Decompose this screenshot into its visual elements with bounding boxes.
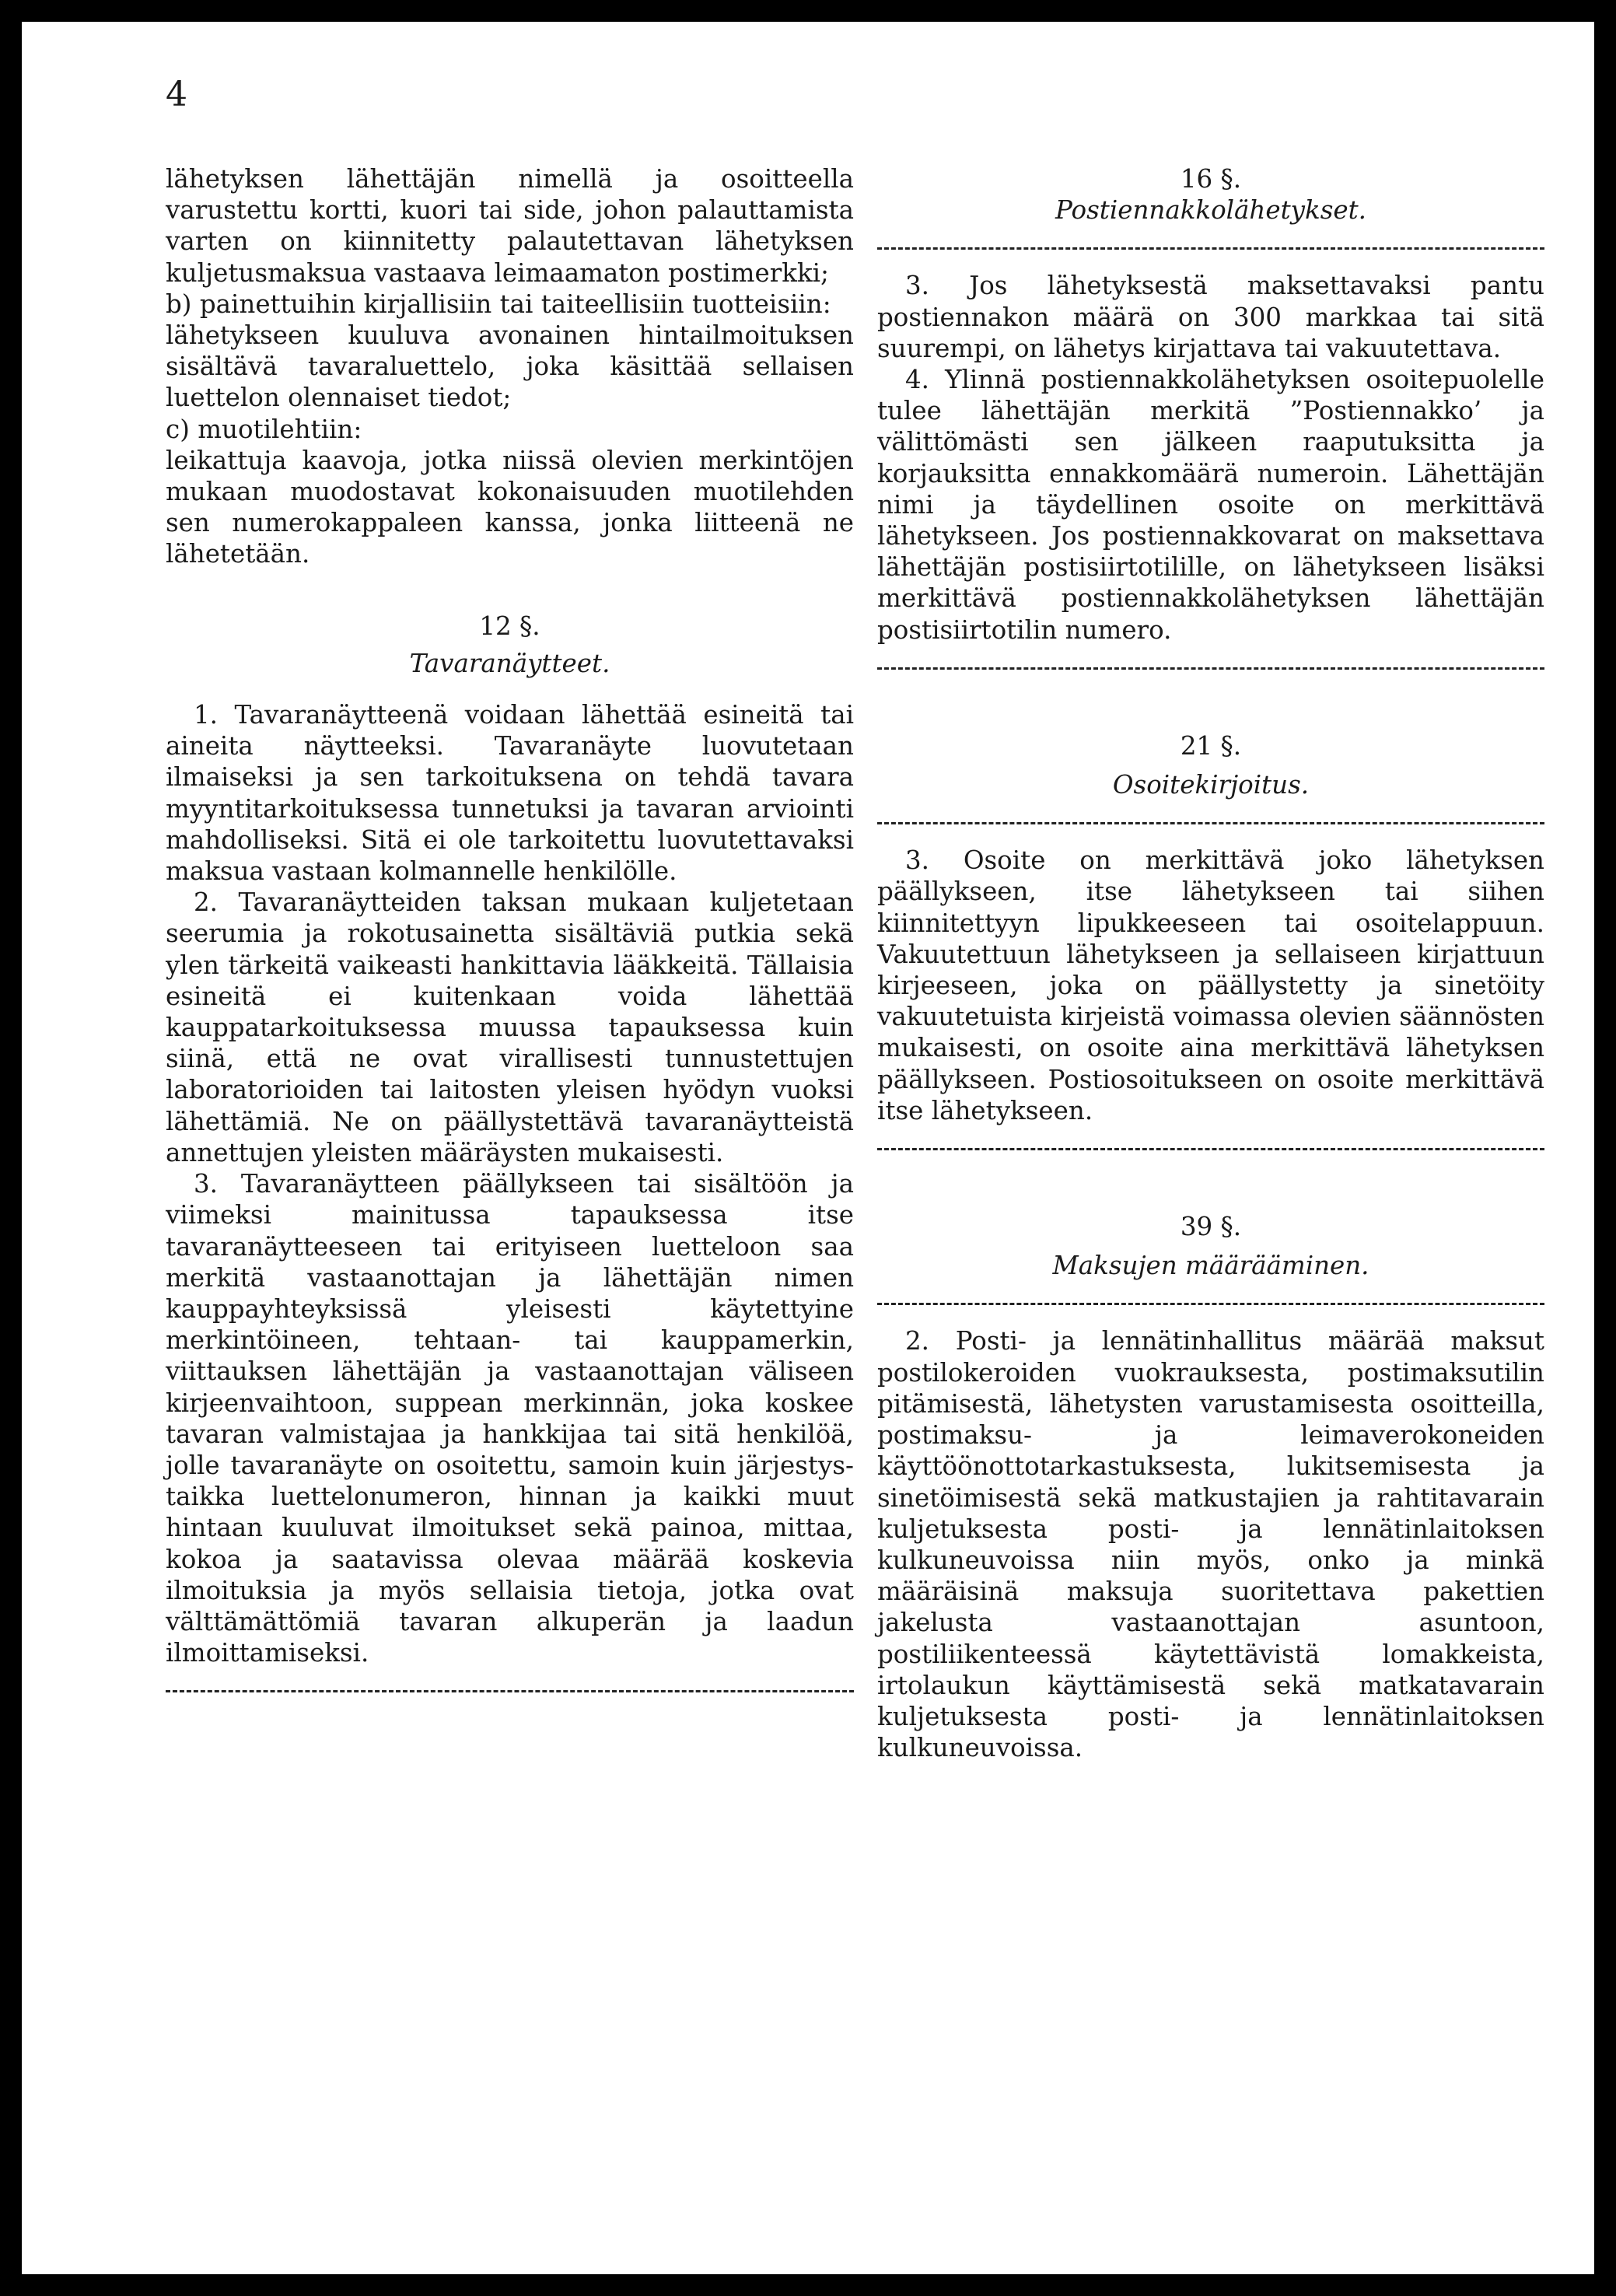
paragraph: 4. Ylinnä postiennakkolähetyksen osoitepuolelle tulee lähettäjän merkitä ”Postiennakko’ ja välittömästi sen jälkeen raaputuksitta ja korjauksitta ennakkomäärä numeroin. Lähettäjän nimi ja täydellinen osoite on merkittävä lähetykseen. Jos postiennakkovarat on maksettava lähettäjän postisiirtotilille, on lähetykseen lisäksi merkittävä postiennakkolähetyksen lähettäjän postisiirtotilin numero. — [877, 365, 1544, 645]
paragraph: 2. Posti- ja lennätinhallitus määrää maksut postilokeroiden vuokrauksesta, postimaksutilin pitämisestä, lähetysten varustamisesta osoitteilla, postimaksu- ja leimaverokoneiden käyttöönottotarkastuksesta, lukitsemisesta ja sinetöimisestä sekä matkustajien ja rahtitavarain kuljetuksesta posti- ja lennätinlaitoksen kulkuneuvoissa niin myös, onko ja minkä määräisinä maksuja suoritettava pakettien jakelusta vastaanottajan asuntoon, postiliikenteessä käytettävistä lomakkeista, irtolaukun käyttämisestä sekä matkatavarain kuljetuksesta posti- ja lennätinlaitoksen kulkuneuvoissa. — [877, 1326, 1544, 1763]
right-column — [877, 163, 1544, 1763]
paragraph: leikattuja kaavoja, jotka niissä olevien merkintöjen mukaan muodostavat kokonaisuuden muotilehden sen numerokappaleen kanssa, jonka liitteenä ne lähetetään. — [166, 445, 854, 569]
section-divider — [877, 667, 1544, 670]
paragraph: c) muotilehtiin: — [166, 414, 362, 444]
section-number: 16 §. — [1180, 164, 1242, 194]
page-number: 4 — [166, 75, 187, 114]
section-number: 12 §. — [479, 611, 540, 641]
paragraph: 2. Tavaranäytteiden taksan mukaan kuljetetaan seerumia ja rokotusainetta sisältäviä putkia sekä ylen tärkeitä vaikeasti hankittavia lääkkeitä. Tällaisia esineitä ei kuitenkaan voida lähettää kauppatarkoituksessa muussa tapauksessa kuin siinä, että ne ovat virallisesti tunnustettujen laboratorioiden tai laitosten yleisen hyödyn vuoksi lähettämiä. Ne on päällystettävä tavaranäytteistä annettujen yleisten määräysten mukaisesti. — [166, 887, 854, 1167]
section-divider — [877, 1303, 1544, 1305]
paragraph: 3. Tavaranäytteen päällykseen tai sisältöön ja viimeksi mainitussa tapauksessa itse tavaranäytteeseen tai erityiseen luetteloon saa merkitä vastaanottajan ja lähettäjän nimen kauppayhteyksissä yleisesti käytettyine merkintöineen, tehtaan- tai kauppamerkin, viittauksen lähettäjän ja vastaanottajan väliseen kirjeenvaihtoon, suppean merkinnän, joka koskee tavaran valmistajaa ja hankkijaa tai sitä henkilöä, jolle tavaranäyte on osoitettu, samoin kuin järjestys- taikka luettelonumeron, hinnan ja kaikki muut hintaan kuuluvat ilmoitukset sekä painoa, mittaa, kokoa ja saatavissa olevaa määrää koskevia ilmoituksia ja myös sellaisia tietoja, jotka ovat välttämättömiä tavaran alkuperän ja laadun ilmoittamiseksi. — [166, 1169, 854, 1668]
section-number: 21 §. — [1180, 730, 1242, 761]
paragraph: 1. Tavaranäytteenä voidaan lähettää esineitä tai aineita näytteeksi. Tavaranäyte luovutetaan ilmaiseksi ja sen tarkoituksena on tehdä tavara myyntitarkoituksessa tunnetuksi ja tavaran arviointi mahdolliseksi. Sitä ei ole tarkoitettu luovutettavaksi maksua vastaan kolmannelle henkilölle. — [166, 700, 854, 887]
paragraph: lähetykseen kuuluva avonainen hintailmoituksen sisältävä tavaraluettelo, joka käsittää sellaisen luettelon olennaiset tiedot; — [166, 320, 854, 413]
section-divider — [877, 247, 1544, 250]
left-column — [166, 163, 854, 1713]
section-title: Osoitekirjoitus. — [1112, 770, 1310, 800]
paragraph: 3. Osoite on merkittävä joko lähetyksen päällykseen, itse lähetykseen tai siihen kiinnitettyyn lipukkeeseen tai osoitelappuun. Vakuutettuun lähetykseen ja sellaiseen kirjattuun kirjeeseen, joka on päällystetty ja sinetöity vakuutetuista kirjeistä voimassa olevien säännösten mukaisesti, on osoite aina merkittävä lähetyksen päällykseen. Postiosoitukseen on osoite merkittävä itse lähetykseen. — [877, 845, 1544, 1125]
section-number: 39 §. — [1180, 1212, 1242, 1242]
paragraph: b) painettuihin kirjallisiin tai taiteellisiin tuotteisiin: — [166, 289, 831, 319]
section-divider — [877, 822, 1544, 824]
section-divider — [877, 1148, 1544, 1150]
section-title: Maksujen määrääminen. — [1052, 1251, 1369, 1281]
document-page — [22, 22, 1594, 2274]
paragraph: lähetyksen lähettäjän nimellä ja osoitteella varustettu kortti, kuori tai side, johon palauttamista varten on kiinnitetty palautettavan lähetyksen kuljetusmaksua vastaava leimaamaton postimerkki; — [166, 164, 854, 288]
section-title: Postiennakkolähetykset. — [1055, 195, 1367, 226]
section-title: Tavaranäytteet. — [409, 648, 610, 678]
paragraph: 3. Jos lähetyksestä maksettavaksi pantu postiennakon määrä on 300 markkaa tai sitä suurempi, on lähetys kirjattava tai vakuutettava. — [877, 271, 1544, 363]
section-divider — [166, 1690, 854, 1692]
